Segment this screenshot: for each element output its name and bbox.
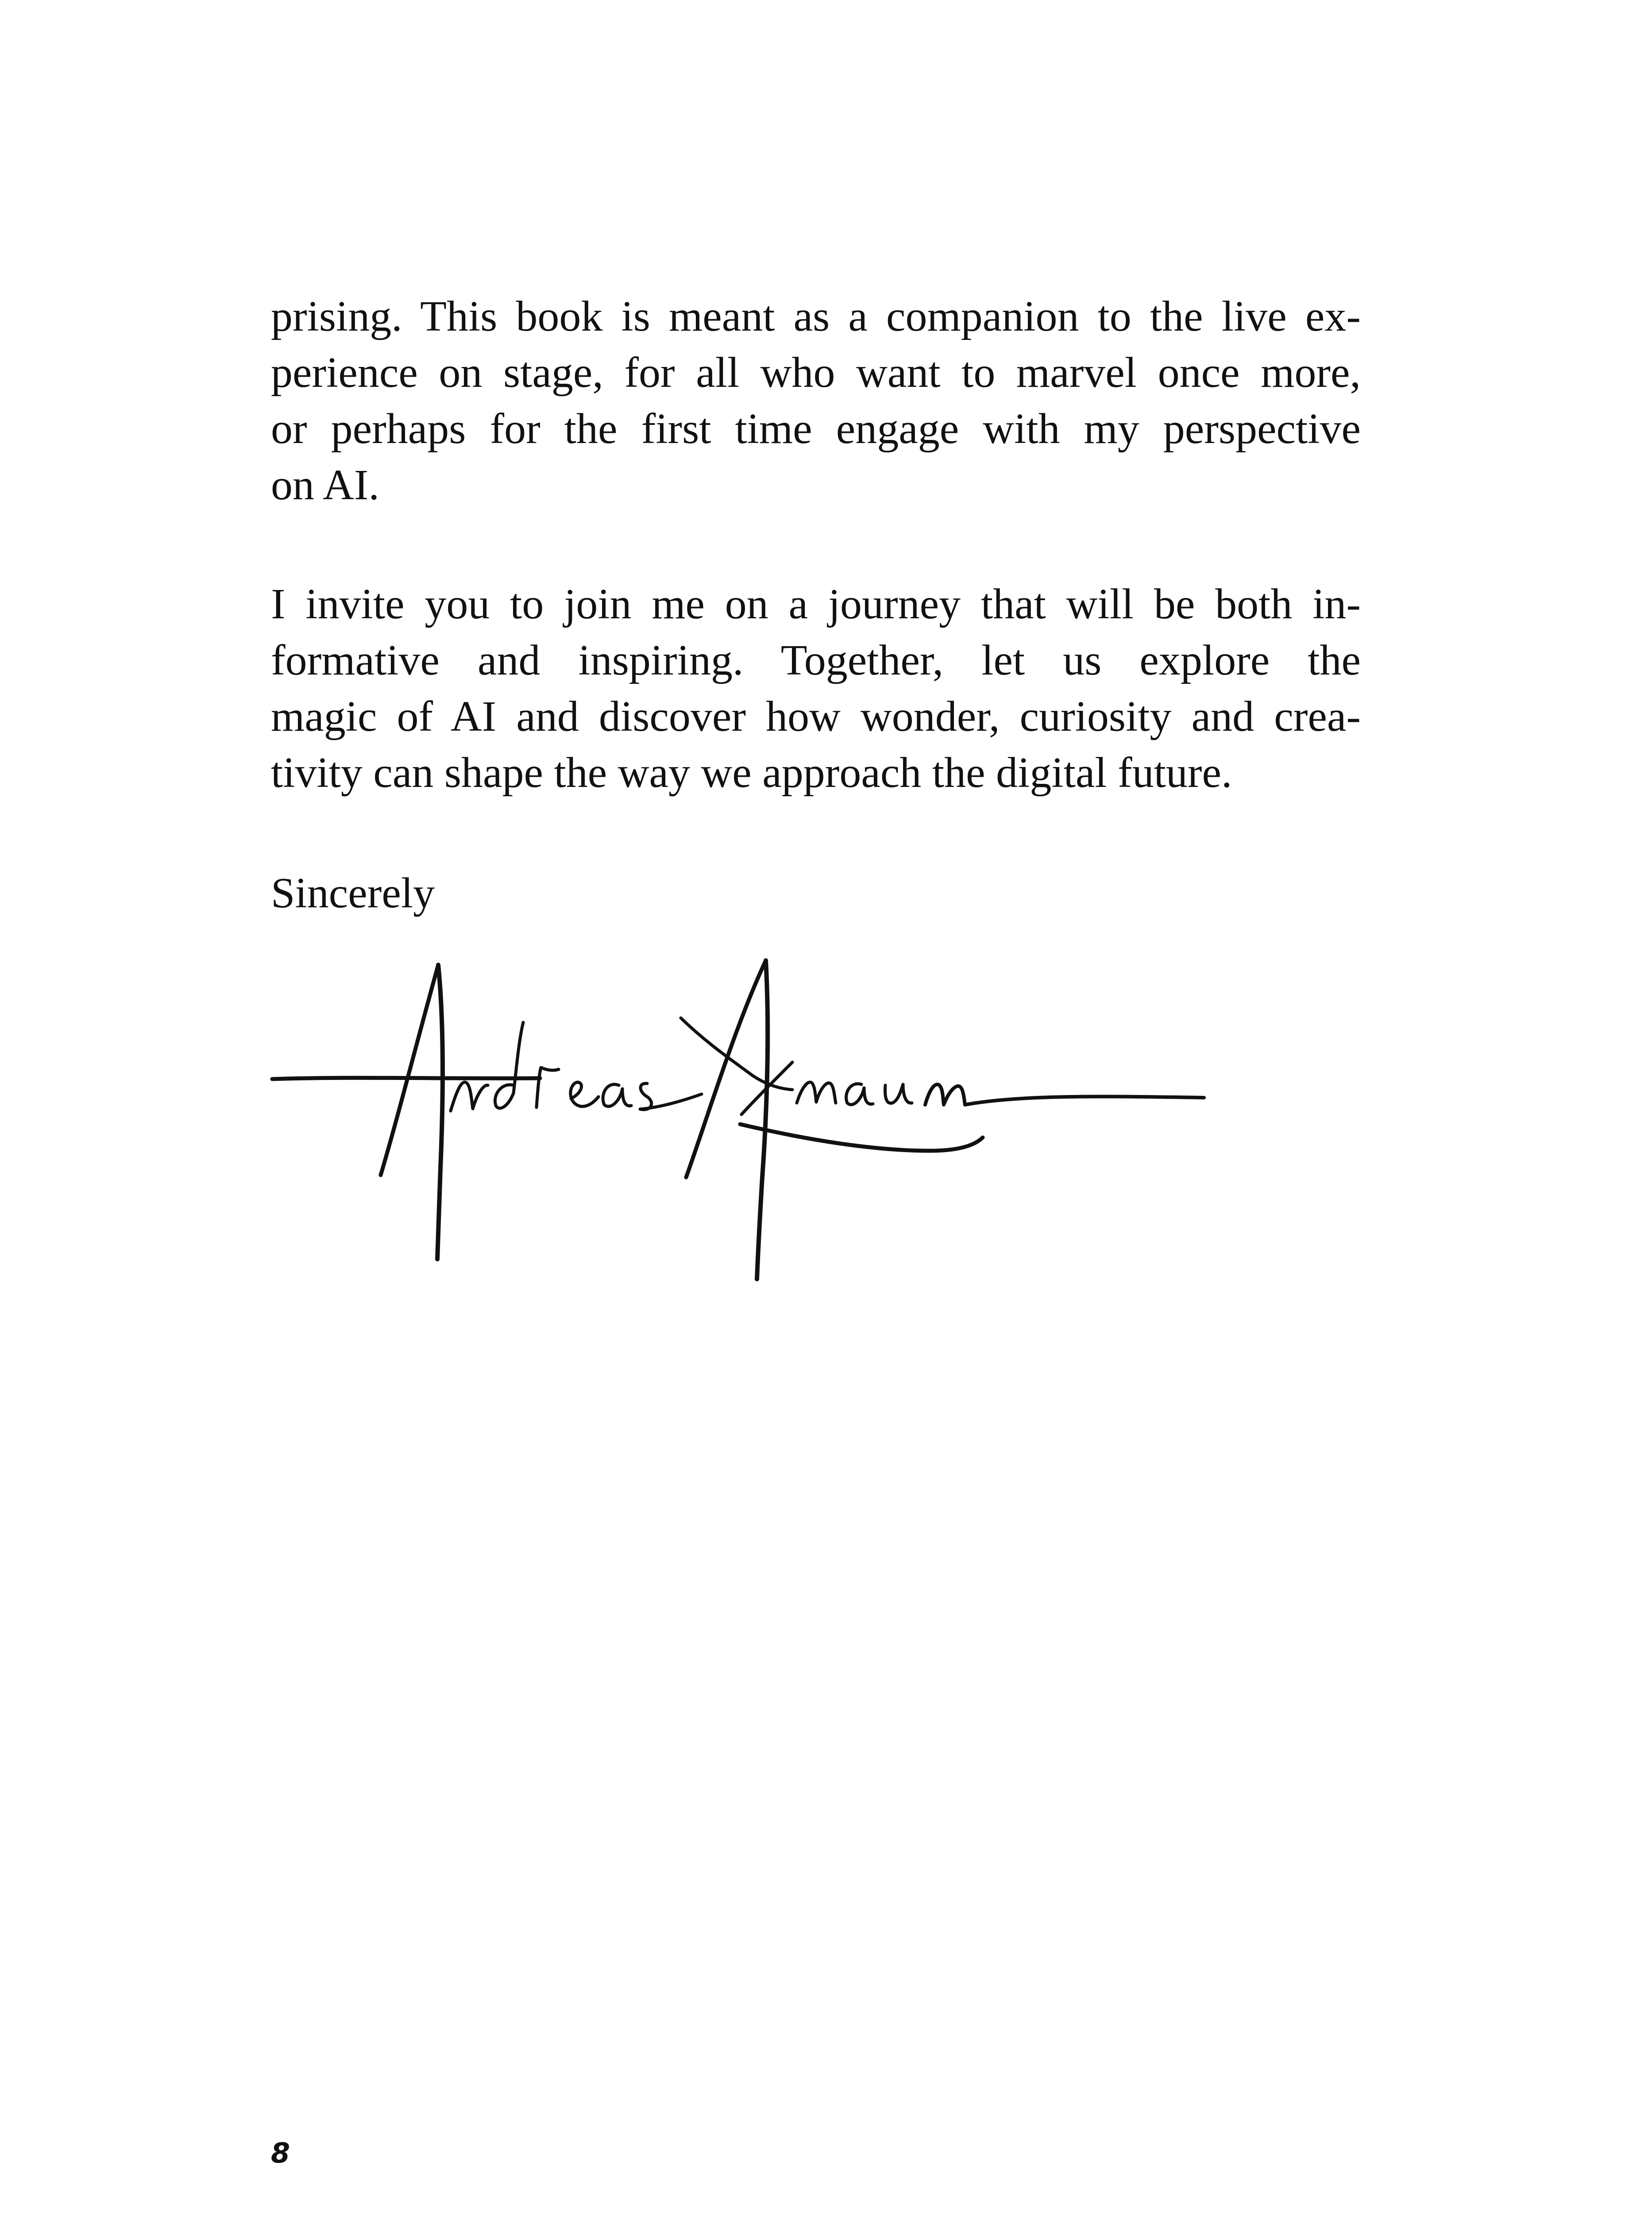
text-line: or perhaps for the first time engage with my perspective [271,405,1361,453]
text-line: on AI. [271,461,379,509]
text-line: I invite you to join me on a journey that will be both in- [271,580,1361,628]
text-line: perience on stage, for all who want to marvel once more, [271,349,1361,397]
closing-salutation: Sincerely [271,869,435,917]
text-line: prising. This book is meant as a companion to the live ex- [271,293,1361,340]
page-number: 8 [271,2137,290,2169]
text-line: formative and inspiring. Together, let us explore the [271,636,1361,684]
text-line: tivity can shape the way we approach the digital future. [271,749,1232,797]
handwritten-signature [266,929,1217,1310]
body-paragraph [271,289,1361,513]
body-paragraph [271,576,1361,801]
text-line: magic of AI and discover how wonder, curiosity and crea- [271,693,1361,740]
